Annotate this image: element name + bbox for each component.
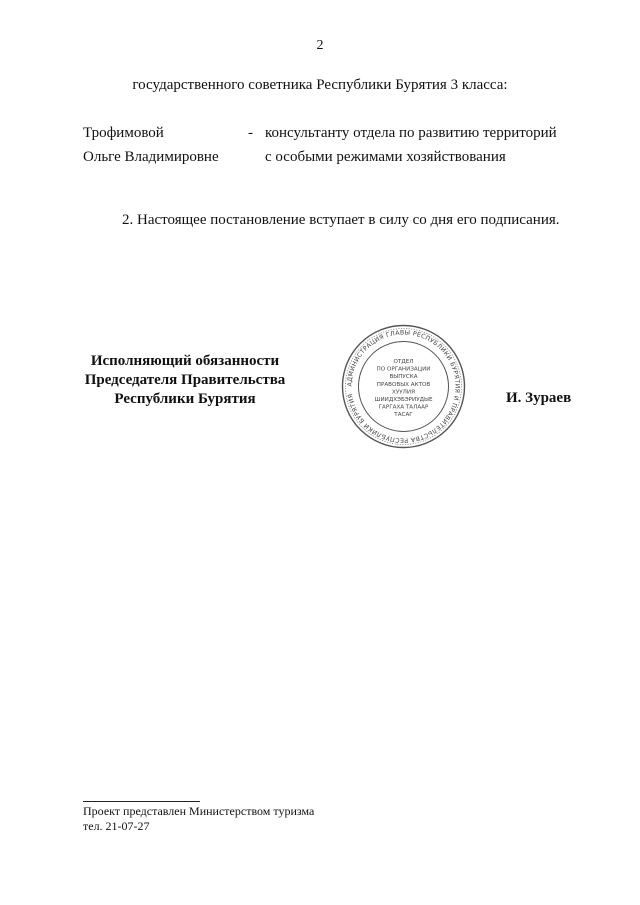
signatory-title-line1: Исполняющий обязанности: [90, 353, 280, 369]
official-seal: [340, 323, 467, 450]
appointee-row-1: [83, 121, 583, 145]
footnote-rule: [83, 801, 200, 802]
signatory-title-line2: Председателя Правительства: [84, 372, 286, 388]
seal-inner-line: ТАСАГ: [394, 412, 413, 419]
page-number: 2: [316, 38, 324, 53]
signatory-title-line3: Республики Бурятия: [114, 391, 256, 407]
signatory-name: И. Зураев: [506, 390, 572, 406]
seal-inner-line: ХУУЛИЯ: [392, 389, 415, 396]
appointee-block: [83, 121, 583, 169]
heading-line: государственного советника Республики Бурятия 3 класса:: [132, 77, 508, 93]
appointee-given-names: Ольге Владимировне: [83, 149, 219, 165]
seal-inner-line: ШИИДХЭБЭРИУДЫЕ: [374, 397, 433, 403]
seal-inner-line: ПО ОРГАНИЗАЦИИ: [376, 366, 431, 373]
footnote-line2: тел. 21-07-27: [83, 819, 150, 833]
footnote: [83, 804, 314, 834]
seal-inner-line: ПРАВОВЫХ АКТОВ: [376, 381, 431, 388]
seal-inner-line: ГАРГАХА ТАЛААР: [378, 404, 429, 411]
seal-ring-text: АДМИНИСТРАЦИЯ ГЛАВЫ РЕСПУБЛИКИ БУРЯТИЯ И ПРАВИТЕЛЬСТВА РЕСПУБЛИКИ БУРЯТИЯ: [346, 329, 461, 444]
footnote-line1: Проект представлен Министерством туризма: [83, 804, 315, 818]
seal-inner-line: ОТДЕЛ: [393, 359, 414, 365]
appointee-position-line1: консультанту отдела по развитию территорий: [265, 125, 557, 141]
appointee-position-line2: с особыми режимами хозяйствования: [265, 149, 506, 165]
seal-inner-line: ВЫПУСКА: [389, 374, 418, 381]
appointee-dash: -: [248, 125, 253, 141]
appointee-surname: Трофимовой: [83, 125, 164, 141]
signatory-title: [60, 352, 310, 409]
appointee-row-2: [83, 145, 583, 169]
effective-date-clause: 2. Настоящее постановление вступает в силу со дня его подписания.: [122, 212, 560, 228]
